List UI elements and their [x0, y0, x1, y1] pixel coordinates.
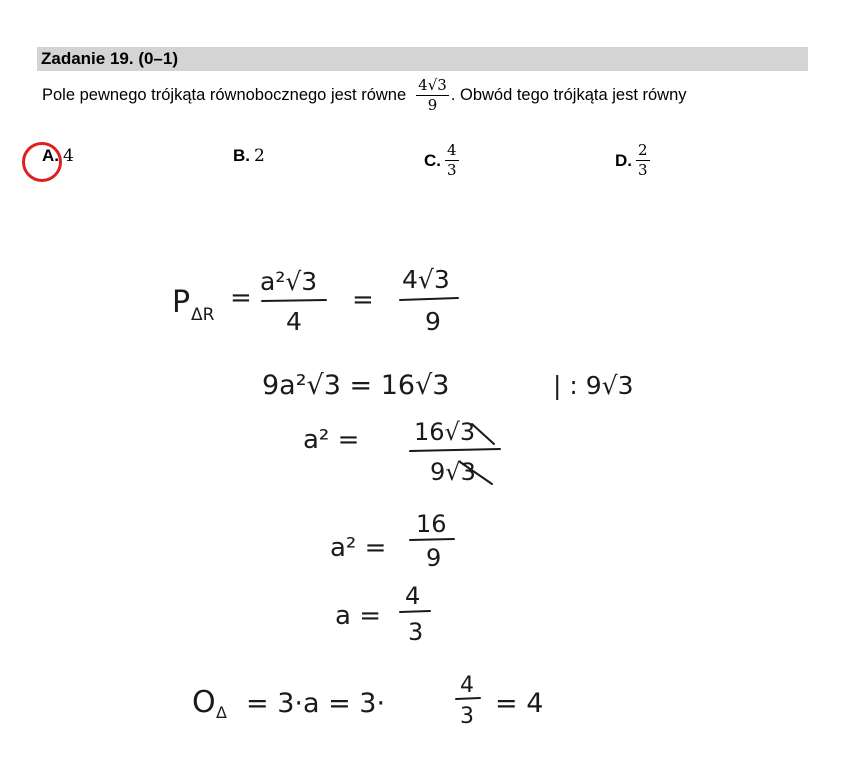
sol-area-label: P	[172, 285, 191, 320]
option-d-letter: D.	[615, 150, 632, 170]
task-title: Zadanie 19. (0–1)	[37, 47, 808, 71]
sol-eq-1: =	[230, 283, 252, 313]
sol-frac1-num: a²√3	[260, 267, 318, 296]
option-a-value: 4	[63, 146, 74, 166]
sol-line6-mid: = 3·a = 3·	[246, 688, 386, 719]
option-c-numerator: 4	[447, 141, 457, 159]
area-numerator: 4√3	[418, 76, 447, 94]
sol-line2-note: | : 9√3	[553, 371, 634, 400]
sol-line6-den: 3	[460, 704, 474, 729]
sol-line3-bar	[410, 449, 500, 451]
sol-line3-cancel-top	[472, 424, 494, 444]
option-a-letter: A.	[42, 146, 59, 165]
sol-line4-num: 16	[416, 510, 447, 538]
sol-frac2-den: 9	[425, 307, 441, 336]
area-denominator: 9	[427, 96, 438, 114]
sol-line4-bar	[410, 539, 454, 540]
option-d-denominator: 3	[638, 161, 648, 179]
sol-line6-bar	[456, 698, 480, 699]
sol-perimeter-sub: Δ	[216, 703, 227, 722]
sol-area-label-sub: ΔR	[191, 305, 215, 325]
sol-line5-bar	[400, 611, 430, 612]
sol-line3-den: 9√3	[430, 458, 476, 486]
sol-frac2-bar	[400, 298, 458, 300]
sol-line5-left: a =	[335, 601, 381, 631]
sol-line4-left: a² =	[330, 533, 387, 563]
sol-line6-right: = 4	[495, 688, 544, 719]
sol-frac1-bar	[262, 300, 326, 301]
option-d-numerator: 2	[638, 141, 648, 159]
sol-line3-num: 16√3	[414, 418, 476, 446]
sol-line3-left: a² =	[303, 425, 360, 455]
option-c-denominator: 3	[447, 161, 457, 179]
sol-line5-den: 3	[408, 618, 424, 646]
sol-line2: 9a²√3 = 16√3	[262, 370, 450, 401]
option-b-letter: B.	[233, 146, 250, 165]
sol-frac1-den: 4	[286, 307, 302, 336]
sol-line5-num: 4	[405, 582, 421, 610]
question-after: . Obwód tego trójkąta jest równy	[450, 86, 687, 104]
option-b-value: 2	[254, 146, 265, 166]
sol-perimeter-label: O	[192, 685, 216, 720]
sol-line6-num: 4	[460, 673, 474, 698]
sol-frac2-num: 4√3	[402, 265, 450, 294]
sol-line4-den: 9	[426, 544, 442, 572]
sol-eq-2: =	[352, 285, 374, 315]
question-before: Pole pewnego trójkąta równobocznego jest równe	[42, 86, 407, 104]
option-c-letter: C.	[424, 150, 441, 170]
